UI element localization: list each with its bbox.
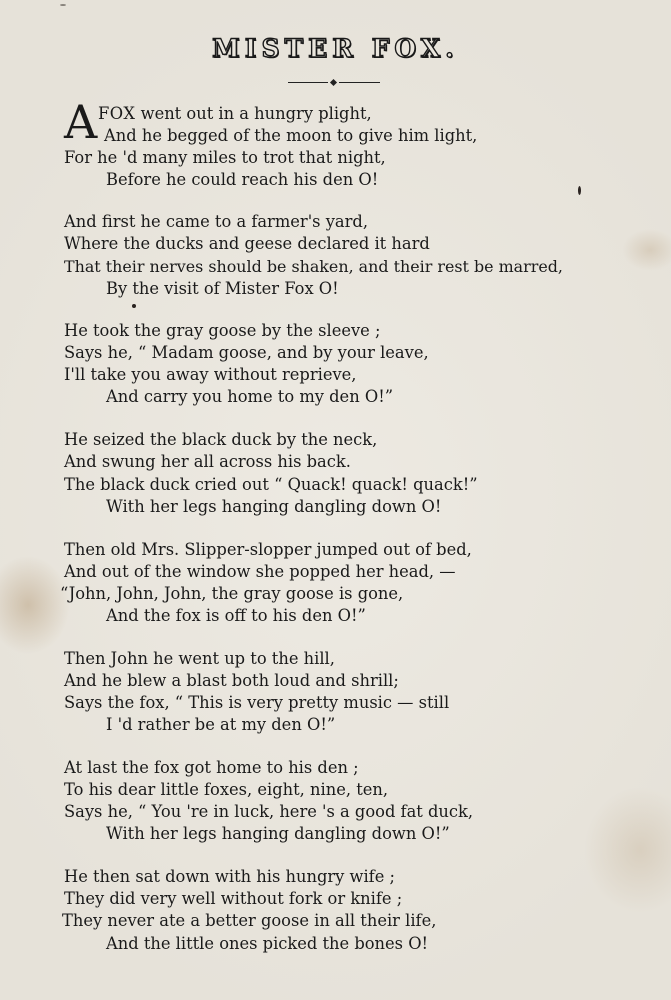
title-ornament <box>288 80 380 86</box>
poem-line: By the visit of Mister Fox O! <box>106 279 339 298</box>
paper-speck <box>60 4 66 6</box>
poem-line: I 'd rather be at my den O!” <box>106 715 336 734</box>
poem-line: Then John he went up to the hill, <box>64 649 335 668</box>
poem-line: With her legs hanging dangling down O! <box>106 497 442 516</box>
poem-line: Where the ducks and geese declared it hard <box>64 234 430 253</box>
poem-line: And he blew a blast both loud and shrill; <box>64 671 399 690</box>
poem-line: At last the fox got home to his den ; <box>64 758 359 777</box>
poem-title: MISTER FOX. <box>212 34 459 63</box>
first-word: FOX <box>98 104 136 123</box>
paper-speck <box>132 304 136 308</box>
poem-line: I'll take you away without reprieve, <box>64 365 357 384</box>
poem-line: They never ate a better goose in all their life, <box>62 911 437 930</box>
poem-line: They did very well without fork or knife ; <box>64 889 403 908</box>
poem-line-text: went out in a hungry plight, <box>135 104 372 123</box>
poem-line: And the fox is off to his den O!” <box>106 606 366 625</box>
drop-cap-letter: A <box>64 95 98 149</box>
poem-line: With her legs hanging dangling down O!” <box>106 824 450 843</box>
ornament-diamond <box>330 79 337 86</box>
poem-line: Says he, “ You 're in luck, here 's a good fat duck, <box>64 802 474 821</box>
poem-line: And first he came to a farmer's yard, <box>64 212 368 231</box>
poem-line: And out of the window she popped her head, — <box>64 562 456 581</box>
ornament-rule-right <box>339 82 380 83</box>
poem-line: That their nerves should be shaken, and their rest be marred, <box>64 257 563 276</box>
poem-line: For he 'd many miles to trot that night, <box>64 148 386 167</box>
poem-line: Says he, “ Madam goose, and by your leave, <box>64 343 429 362</box>
poem-line: And carry you home to my den O!” <box>106 387 394 406</box>
poem-line: Then old Mrs. Slipper-slopper jumped out of bed, <box>64 540 472 559</box>
ornament-rule-left <box>288 82 328 83</box>
poem-line: Says the fox, “ This is very pretty music — still <box>64 693 450 712</box>
poem-line: Before he could reach his den O! <box>106 170 379 189</box>
poem-line: To his dear little foxes, eight, nine, ten, <box>64 780 389 799</box>
poem-line: And he begged of the moon to give him light, <box>104 126 478 145</box>
poem-line: And the little ones picked the bones O! <box>106 934 429 953</box>
poem-line: He then sat down with his hungry wife ; <box>64 867 396 886</box>
poem-line: He took the gray goose by the sleeve ; <box>64 321 381 340</box>
poem-line: The black duck cried out “ Quack! quack! quack!” <box>64 475 478 494</box>
poem-line: He seized the black duck by the neck, <box>64 430 378 449</box>
poem-line: And swung her all across his back. <box>64 452 351 471</box>
poem-line <box>98 103 372 125</box>
poem-line: “John, John, John, the gray goose is gone, <box>60 584 404 603</box>
paper-speck <box>578 186 581 195</box>
